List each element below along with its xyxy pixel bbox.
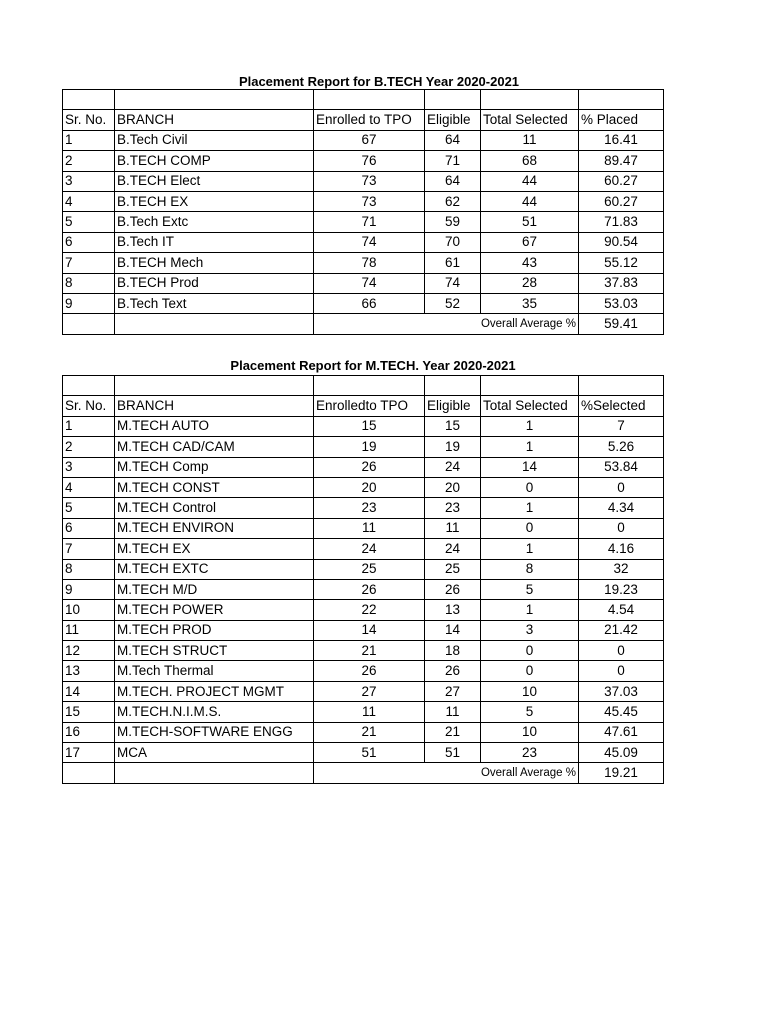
sr-no-cell: 11 xyxy=(63,620,115,640)
enrolled-cell: 21 xyxy=(314,641,425,661)
mtech-blank-header-row xyxy=(63,376,664,396)
percent-cell: 19.23 xyxy=(579,579,664,599)
branch-cell: M.TECH PROD xyxy=(115,620,314,640)
table-row xyxy=(63,212,664,232)
sr-no-cell: 2 xyxy=(63,151,115,171)
table-row xyxy=(63,416,664,436)
table-row xyxy=(63,437,664,457)
column-header: Total Selected xyxy=(481,110,579,130)
eligible-cell: 19 xyxy=(425,437,481,457)
column-header: Eligible xyxy=(425,110,481,130)
enrolled-cell: 22 xyxy=(314,600,425,620)
sr-no-cell: 4 xyxy=(63,191,115,211)
column-header: %Selected xyxy=(579,396,664,416)
sr-no-cell: 7 xyxy=(63,253,115,273)
total-selected-cell: 1 xyxy=(481,437,579,457)
enrolled-cell: 74 xyxy=(314,232,425,252)
total-selected-cell: 11 xyxy=(481,130,579,150)
sr-no-cell: 3 xyxy=(63,171,115,191)
eligible-cell: 71 xyxy=(425,151,481,171)
eligible-cell: 64 xyxy=(425,171,481,191)
total-selected-cell: 5 xyxy=(481,579,579,599)
branch-cell: B.Tech IT xyxy=(115,232,314,252)
total-selected-cell: 44 xyxy=(481,171,579,191)
blank-cell xyxy=(481,90,579,110)
blank-cell xyxy=(115,376,314,396)
sr-no-cell: 16 xyxy=(63,722,115,742)
total-selected-cell: 0 xyxy=(481,518,579,538)
enrolled-cell: 24 xyxy=(314,539,425,559)
total-selected-cell: 0 xyxy=(481,477,579,497)
total-selected-cell: 51 xyxy=(481,212,579,232)
mtech-overall-average-row xyxy=(63,763,664,783)
mtech-column-header-row xyxy=(63,396,664,416)
branch-cell: M.TECH AUTO xyxy=(115,416,314,436)
btech-table-body xyxy=(63,130,664,314)
enrolled-cell: 15 xyxy=(314,416,425,436)
column-header: Enrolled to TPO xyxy=(314,110,425,130)
eligible-cell: 64 xyxy=(425,130,481,150)
eligible-cell: 24 xyxy=(425,539,481,559)
total-selected-cell: 10 xyxy=(481,681,579,701)
enrolled-cell: 73 xyxy=(314,191,425,211)
column-header: Eligible xyxy=(425,396,481,416)
column-header: Sr. No. xyxy=(63,396,115,416)
branch-cell: M.TECH ENVIRON xyxy=(115,518,314,538)
enrolled-cell: 78 xyxy=(314,253,425,273)
percent-cell: 37.03 xyxy=(579,681,664,701)
mtech-table-body xyxy=(63,416,664,763)
eligible-cell: 62 xyxy=(425,191,481,211)
column-header: Sr. No. xyxy=(63,110,115,130)
branch-cell: M.TECH Control xyxy=(115,498,314,518)
eligible-cell: 26 xyxy=(425,661,481,681)
eligible-cell: 27 xyxy=(425,681,481,701)
overall-average-value: 19.21 xyxy=(579,763,664,783)
enrolled-cell: 19 xyxy=(314,437,425,457)
enrolled-cell: 25 xyxy=(314,559,425,579)
sr-no-cell: 9 xyxy=(63,579,115,599)
percent-cell: 0 xyxy=(579,477,664,497)
table-row xyxy=(63,661,664,681)
percent-cell: 4.16 xyxy=(579,539,664,559)
blank-cell xyxy=(579,90,664,110)
table-row xyxy=(63,293,664,313)
total-selected-cell: 44 xyxy=(481,191,579,211)
total-selected-cell: 3 xyxy=(481,620,579,640)
enrolled-cell: 11 xyxy=(314,702,425,722)
sr-no-cell: 6 xyxy=(63,518,115,538)
total-selected-cell: 0 xyxy=(481,661,579,681)
percent-cell: 0 xyxy=(579,518,664,538)
sr-no-cell: 8 xyxy=(63,559,115,579)
total-selected-cell: 5 xyxy=(481,702,579,722)
percent-cell: 45.45 xyxy=(579,702,664,722)
branch-cell: M.TECH EX xyxy=(115,539,314,559)
percent-cell: 89.47 xyxy=(579,151,664,171)
percent-cell: 71.83 xyxy=(579,212,664,232)
percent-cell: 21.42 xyxy=(579,620,664,640)
eligible-cell: 51 xyxy=(425,743,481,763)
sr-no-cell: 1 xyxy=(63,416,115,436)
btech-column-header-row xyxy=(63,110,664,130)
btech-overall-average-row xyxy=(63,314,664,334)
percent-cell: 45.09 xyxy=(579,743,664,763)
blank-cell xyxy=(115,763,314,783)
total-selected-cell: 68 xyxy=(481,151,579,171)
branch-cell: M.TECH M/D xyxy=(115,579,314,599)
table-row xyxy=(63,171,664,191)
enrolled-cell: 11 xyxy=(314,518,425,538)
percent-cell: 47.61 xyxy=(579,722,664,742)
eligible-cell: 74 xyxy=(425,273,481,293)
sr-no-cell: 4 xyxy=(63,477,115,497)
enrolled-cell: 26 xyxy=(314,579,425,599)
table-row xyxy=(63,253,664,273)
mtech-report-title: Placement Report for M.TECH. Year 2020-2021 xyxy=(230,358,516,373)
table-row xyxy=(63,743,664,763)
branch-cell: M.TECH Comp xyxy=(115,457,314,477)
total-selected-cell: 28 xyxy=(481,273,579,293)
total-selected-cell: 1 xyxy=(481,600,579,620)
enrolled-cell: 76 xyxy=(314,151,425,171)
enrolled-cell: 20 xyxy=(314,477,425,497)
percent-cell: 4.34 xyxy=(579,498,664,518)
sr-no-cell: 2 xyxy=(63,437,115,457)
table-row xyxy=(63,600,664,620)
overall-average-value: 59.41 xyxy=(579,314,664,334)
sr-no-cell: 12 xyxy=(63,641,115,661)
sr-no-cell: 7 xyxy=(63,539,115,559)
sr-no-cell: 13 xyxy=(63,661,115,681)
table-row xyxy=(63,641,664,661)
total-selected-cell: 0 xyxy=(481,641,579,661)
blank-cell xyxy=(314,763,425,783)
eligible-cell: 15 xyxy=(425,416,481,436)
branch-cell: B.Tech Extc xyxy=(115,212,314,232)
column-header: BRANCH xyxy=(115,396,314,416)
percent-cell: 53.03 xyxy=(579,293,664,313)
table-row xyxy=(63,457,664,477)
percent-cell: 5.26 xyxy=(579,437,664,457)
percent-cell: 90.54 xyxy=(579,232,664,252)
percent-cell: 60.27 xyxy=(579,191,664,211)
blank-cell xyxy=(63,763,115,783)
branch-cell: B.TECH Mech xyxy=(115,253,314,273)
sr-no-cell: 1 xyxy=(63,130,115,150)
eligible-cell: 18 xyxy=(425,641,481,661)
eligible-cell: 13 xyxy=(425,600,481,620)
enrolled-cell: 26 xyxy=(314,661,425,681)
enrolled-cell: 23 xyxy=(314,498,425,518)
sr-no-cell: 14 xyxy=(63,681,115,701)
blank-cell xyxy=(63,314,115,334)
table-row xyxy=(63,518,664,538)
percent-cell: 32 xyxy=(579,559,664,579)
btech-blank-header-row xyxy=(63,90,664,110)
branch-cell: M.TECH EXTC xyxy=(115,559,314,579)
blank-cell xyxy=(314,90,425,110)
branch-cell: M.TECH POWER xyxy=(115,600,314,620)
table-row xyxy=(63,702,664,722)
total-selected-cell: 10 xyxy=(481,722,579,742)
total-selected-cell: 1 xyxy=(481,416,579,436)
branch-cell: M.TECH STRUCT xyxy=(115,641,314,661)
blank-cell xyxy=(115,314,314,334)
blank-cell xyxy=(314,376,425,396)
eligible-cell: 25 xyxy=(425,559,481,579)
sr-no-cell: 9 xyxy=(63,293,115,313)
enrolled-cell: 74 xyxy=(314,273,425,293)
eligible-cell: 61 xyxy=(425,253,481,273)
branch-cell: M.Tech Thermal xyxy=(115,661,314,681)
table-row xyxy=(63,498,664,518)
blank-cell xyxy=(481,376,579,396)
percent-cell: 37.83 xyxy=(579,273,664,293)
total-selected-cell: 1 xyxy=(481,498,579,518)
column-header: BRANCH xyxy=(115,110,314,130)
sr-no-cell: 8 xyxy=(63,273,115,293)
total-selected-cell: 67 xyxy=(481,232,579,252)
branch-cell: M.TECH CONST xyxy=(115,477,314,497)
enrolled-cell: 67 xyxy=(314,130,425,150)
eligible-cell: 14 xyxy=(425,620,481,640)
enrolled-cell: 27 xyxy=(314,681,425,701)
enrolled-cell: 71 xyxy=(314,212,425,232)
enrolled-cell: 66 xyxy=(314,293,425,313)
enrolled-cell: 21 xyxy=(314,722,425,742)
branch-cell: M.TECH. PROJECT MGMT xyxy=(115,681,314,701)
table-row xyxy=(63,232,664,252)
table-row xyxy=(63,722,664,742)
percent-cell: 16.41 xyxy=(579,130,664,150)
total-selected-cell: 43 xyxy=(481,253,579,273)
blank-cell xyxy=(579,376,664,396)
eligible-cell: 11 xyxy=(425,702,481,722)
blank-cell xyxy=(115,90,314,110)
branch-cell: MCA xyxy=(115,743,314,763)
table-row xyxy=(63,130,664,150)
btech-report-title: Placement Report for B.TECH Year 2020-2021 xyxy=(238,74,520,89)
percent-cell: 60.27 xyxy=(579,171,664,191)
percent-cell: 7 xyxy=(579,416,664,436)
total-selected-cell: 23 xyxy=(481,743,579,763)
eligible-cell: 24 xyxy=(425,457,481,477)
percent-cell: 0 xyxy=(579,641,664,661)
enrolled-cell: 14 xyxy=(314,620,425,640)
sr-no-cell: 6 xyxy=(63,232,115,252)
total-selected-cell: 1 xyxy=(481,539,579,559)
table-row xyxy=(63,579,664,599)
eligible-cell: 23 xyxy=(425,498,481,518)
eligible-cell: 21 xyxy=(425,722,481,742)
branch-cell: B.TECH COMP xyxy=(115,151,314,171)
total-selected-cell: 14 xyxy=(481,457,579,477)
blank-cell xyxy=(425,376,481,396)
total-selected-cell: 8 xyxy=(481,559,579,579)
branch-cell: B.TECH Prod xyxy=(115,273,314,293)
sr-no-cell: 10 xyxy=(63,600,115,620)
blank-cell xyxy=(314,314,425,334)
branch-cell: M.TECH CAD/CAM xyxy=(115,437,314,457)
blank-cell xyxy=(63,376,115,396)
mtech-placement-table xyxy=(62,375,664,784)
eligible-cell: 26 xyxy=(425,579,481,599)
table-row xyxy=(63,191,664,211)
branch-cell: B.TECH Elect xyxy=(115,171,314,191)
table-row xyxy=(63,539,664,559)
enrolled-cell: 51 xyxy=(314,743,425,763)
eligible-cell: 59 xyxy=(425,212,481,232)
sr-no-cell: 5 xyxy=(63,212,115,232)
percent-cell: 55.12 xyxy=(579,253,664,273)
btech-placement-table xyxy=(62,89,664,335)
enrolled-cell: 73 xyxy=(314,171,425,191)
blank-cell xyxy=(63,90,115,110)
percent-cell: 0 xyxy=(579,661,664,681)
column-header: Enrolledto TPO xyxy=(314,396,425,416)
branch-cell: B.TECH EX xyxy=(115,191,314,211)
column-header: % Placed xyxy=(579,110,664,130)
table-row xyxy=(63,151,664,171)
sr-no-cell: 15 xyxy=(63,702,115,722)
enrolled-cell: 26 xyxy=(314,457,425,477)
table-row xyxy=(63,273,664,293)
percent-cell: 53.84 xyxy=(579,457,664,477)
branch-cell: M.TECH.N.I.M.S. xyxy=(115,702,314,722)
sr-no-cell: 5 xyxy=(63,498,115,518)
table-row xyxy=(63,681,664,701)
total-selected-cell: 35 xyxy=(481,293,579,313)
eligible-cell: 52 xyxy=(425,293,481,313)
overall-average-label: Overall Average % xyxy=(425,314,579,334)
branch-cell: B.Tech Civil xyxy=(115,130,314,150)
sr-no-cell: 3 xyxy=(63,457,115,477)
eligible-cell: 20 xyxy=(425,477,481,497)
eligible-cell: 11 xyxy=(425,518,481,538)
branch-cell: B.Tech Text xyxy=(115,293,314,313)
column-header: Total Selected xyxy=(481,396,579,416)
overall-average-label: Overall Average % xyxy=(425,763,579,783)
table-row xyxy=(63,559,664,579)
eligible-cell: 70 xyxy=(425,232,481,252)
table-row xyxy=(63,620,664,640)
blank-cell xyxy=(425,90,481,110)
sr-no-cell: 17 xyxy=(63,743,115,763)
branch-cell: M.TECH-SOFTWARE ENGG xyxy=(115,722,314,742)
table-row xyxy=(63,477,664,497)
percent-cell: 4.54 xyxy=(579,600,664,620)
